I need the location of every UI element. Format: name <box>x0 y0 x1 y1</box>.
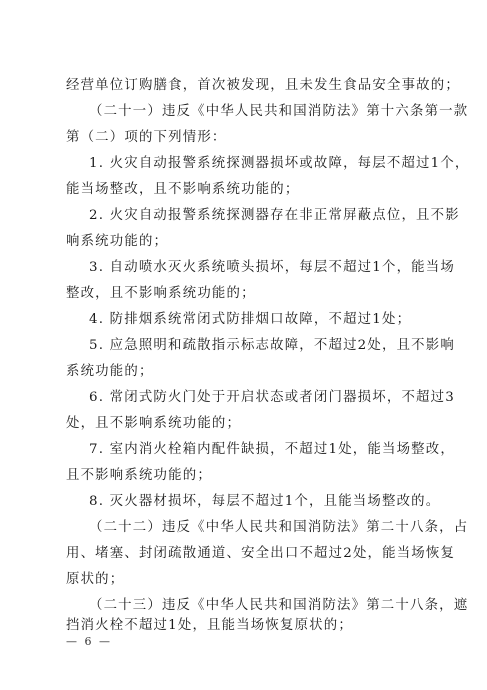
text-line: 整改，且不影响系统功能的； <box>66 286 256 301</box>
text-line: 第（二）项的下列情形： <box>66 130 227 145</box>
text-line: 处，且不影响系统功能的； <box>66 416 242 431</box>
text-line: 挡消火栓不超过1处，且能当场恢复原状的； <box>66 618 353 633</box>
page-number: — 6 — <box>66 635 112 648</box>
text-line: 用、堵塞、封闭疏散通道、安全出口不超过2处，能当场恢复 <box>66 546 456 561</box>
text-line: 3. 自动喷水灭火系统喷头损坏，每层不超过1个，能当场 <box>89 260 455 275</box>
text-line: 4. 防排烟系统常闭式防排烟口故障，不超过1处； <box>89 312 412 327</box>
text-line: 原状的； <box>66 572 125 587</box>
text-line: 2. 火灾自动报警系统探测器存在非正常屏蔽点位，且不影 <box>89 208 460 223</box>
text-line: 1. 火灾自动报警系统探测器损坏或故障，每层不超过1个， <box>89 156 470 171</box>
text-line: 能当场整改，且不影响系统功能的； <box>66 182 300 197</box>
text-line: 5. 应急照明和疏散指示标志故障，不超过2处，且不影响 <box>89 338 455 353</box>
text-line: 且不影响系统功能的； <box>66 468 212 483</box>
text-line: 系统功能的； <box>66 364 154 379</box>
text-line: 7. 室内消火栓箱内配件缺损，不超过1处，能当场整改， <box>89 442 455 457</box>
text-line: 响系统功能的； <box>66 234 169 249</box>
text-line: 6. 常闭式防火门处于开启状态或者闭门器损坏，不超过3 <box>89 390 455 405</box>
text-line: （二十一）违反《中华人民共和国消防法》第十六条第一款 <box>89 104 469 119</box>
text-line: （二十三）违反《中华人民共和国消防法》第二十八条，遮 <box>89 598 469 613</box>
text-line: 经营单位订购膳食，首次被发现，且未发生食品安全事故的； <box>66 78 460 93</box>
text-line: 8. 灭火器材损坏，每层不超过1个，且能当场整改的。 <box>89 494 441 509</box>
text-line: （二十二）违反《中华人民共和国消防法》第二十八条，占 <box>89 520 469 535</box>
